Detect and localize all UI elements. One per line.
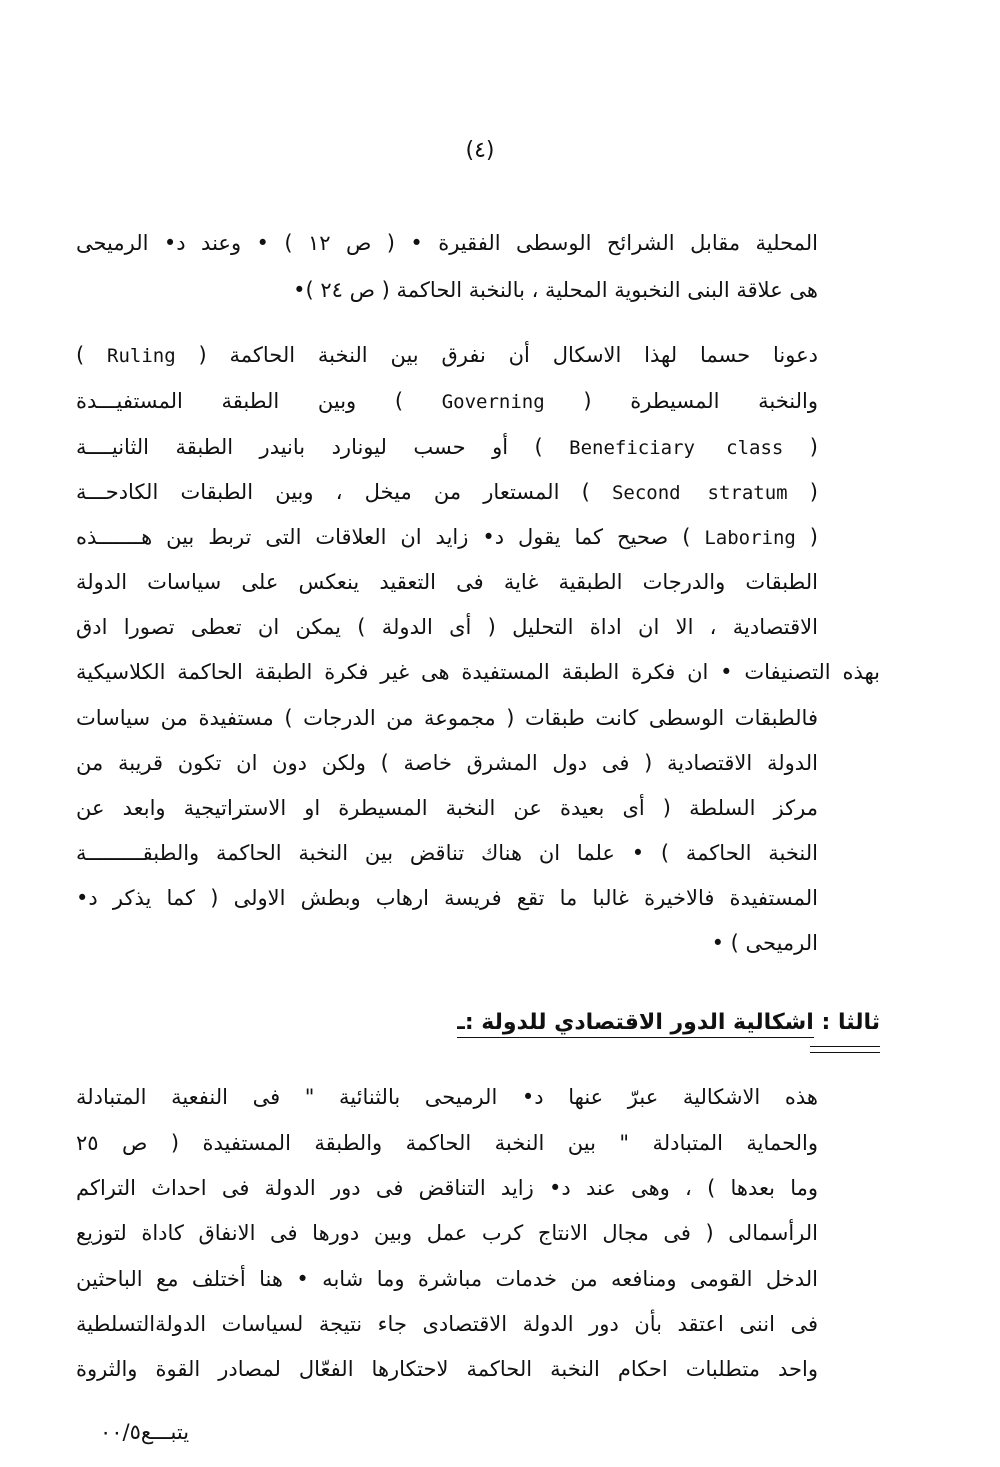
english-term-ruling: Ruling: [107, 345, 176, 367]
english-term-laboring: Laboring: [704, 527, 796, 549]
paragraph-line: فالطبقات الوسطى كانت طبقات ( مجموعة من الدرجات ) مستفيدة من سياسات: [76, 706, 818, 730]
paragraph-line: فى اننى اعتقد بأن دور الدولة الاقتصادى جاء نتيجة لسياسات الدولةالتسلطية: [76, 1312, 818, 1336]
line-text-ar: ) أو حسب ليونارد بانيدر الطبقة الثانيــــة: [76, 435, 543, 459]
section-heading-label: ثالثا :: [821, 1010, 880, 1035]
english-term-second-stratum: Second stratum: [611, 482, 788, 504]
paragraph-line: بهذه التصنيفات • ان فكرة الطبقة المستفيدة هى غير فكرة الطبقة الحاكمة الكلاسيكية: [76, 660, 880, 684]
paragraph-line: واحد متطلبات احكام النخبة الحاكمة لاحتكارها الفعّال لمصادر القوة والثروة: [76, 1357, 818, 1381]
line-text-ar: ) صحيح كما يقول د• زايد ان العلاقات التى تربط بين هـــــــذه: [76, 525, 691, 549]
paragraph-line: [76, 386, 818, 417]
paragraph-line: الاقتصادية ، الا ان اداة التحليل ( أى الدولة ) يمكن ان تعطى تصورا ادق: [76, 615, 818, 639]
line-text-ar: (: [809, 435, 818, 459]
line-text-ar: ): [76, 343, 85, 367]
paragraph-line: [76, 340, 818, 371]
line-text-ar: ) المستعار من ميخل ، وبين الطبقات الكادحـــة: [76, 480, 590, 504]
paragraph-line: [76, 432, 818, 463]
continued-footer: يتبـــع٠٠/٥: [100, 1420, 190, 1444]
paragraph-line: المستفيدة فالاخيرة غالبا ما تقع فريسة ارهاب وبطش الاولى ( كما يذكر د•: [76, 886, 818, 910]
page-number: (٤): [465, 138, 495, 163]
paragraph-line: المحلية مقابل الشرائح الوسطى الفقيرة • ( ص ١٢ ) • وعند د• الرميحى: [76, 231, 818, 255]
line-text-ar: (: [809, 525, 818, 549]
line-text-ar: دعونا حسما لهذا الاسكال أن نفرق بين النخبة الحاكمة (: [198, 343, 818, 367]
line-text-ar: والنخبة المسيطرة (: [583, 389, 818, 413]
section-heading-text: اشكالية الدور الاقتصادي للدولة :ـ: [457, 1010, 814, 1038]
paragraph-line: الدخل القومى ومنافعه من خدمات مباشرة وما شابه • هنا أختلف مع الباحثين: [76, 1267, 818, 1291]
paragraph-line: النخبة الحاكمة ) • علما ان هناك تناقض بين النخبة الحاكمة والطبقـــــــــة: [76, 841, 818, 865]
paragraph-line: الطبقات والدرجات الطبقية غاية فى التعقيد ينعكس على سياسات الدولة: [76, 570, 818, 594]
paragraph-line: الدولة الاقتصادية ( فى دول المشرق خاصة ) ولكن دون ان تكون قريبة من: [76, 751, 818, 775]
paragraph-line: [76, 522, 818, 553]
english-term-governing: Governing: [441, 391, 545, 413]
paragraph-line: الرميحى ) •: [711, 931, 818, 955]
paragraph-line: الرأسمالى ( فى مجال الانتاج كرب عمل وبين دورها فى الانفاق كاداة لتوزيع: [76, 1221, 818, 1245]
english-term-beneficiary-class: Beneficiary class: [569, 437, 784, 459]
paragraph-line: هى علاقة البنى النخبوية المحلية ، بالنخبة الحاكمة ( ص ٢٤ )•: [293, 278, 818, 302]
paragraph-line: والحماية المتبادلة " بين النخبة الحاكمة والطبقة المستفيدة ( ص ٢٥: [76, 1131, 818, 1155]
paragraph-line: وما بعدها ) ، وهى عند د• زايد التناقض فى دور الدولة فى احداث التراكم: [76, 1176, 818, 1200]
line-text-ar: ) وبين الطبقة المستفيـــدة: [76, 389, 404, 413]
line-text-ar: (: [809, 480, 818, 504]
paragraph-line: مركز السلطة ( أى بعيدة عن النخبة المسيطرة او الاستراتيجية وابعد عن: [76, 796, 818, 820]
section-heading: [457, 1010, 880, 1038]
paragraph-line: هذه الاشكالية عبرّ عنها د• الرميحى بالثنائية " فى النفعية المتبادلة: [76, 1085, 818, 1109]
paragraph-line: [76, 477, 818, 508]
heading-double-underline: [810, 1046, 880, 1053]
